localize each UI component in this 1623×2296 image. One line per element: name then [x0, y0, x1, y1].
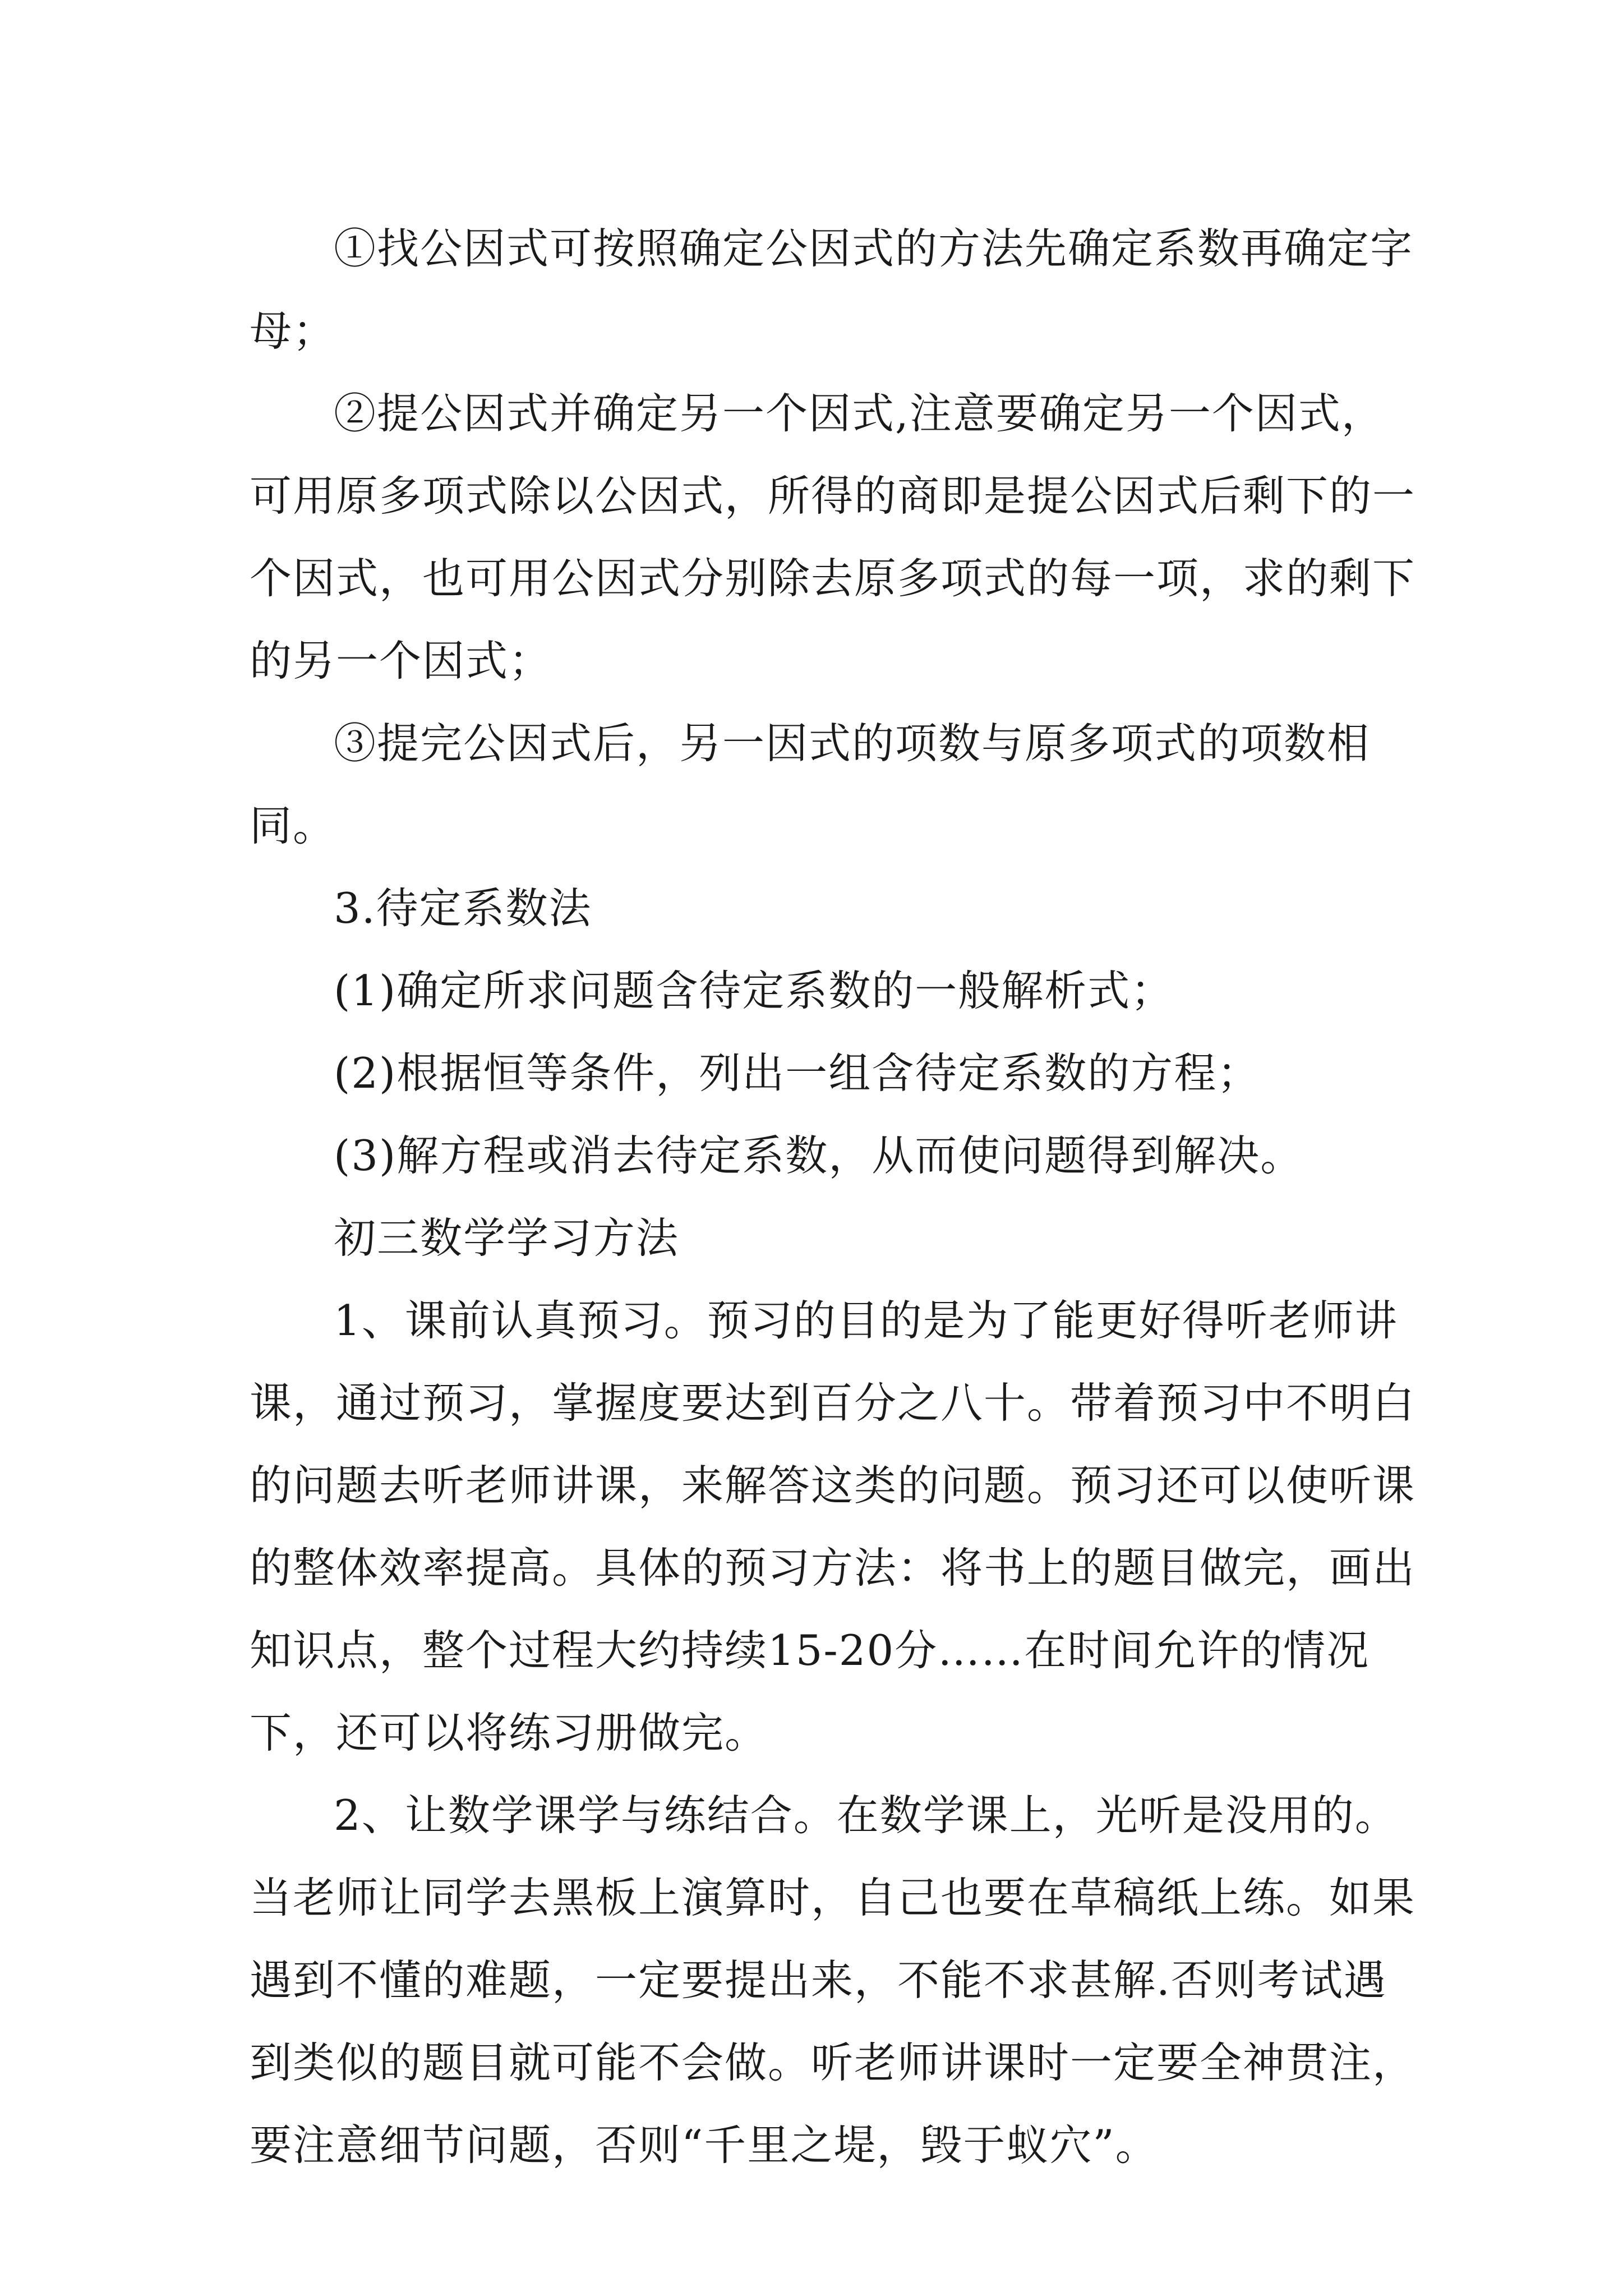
paragraph-item-3: (3)解方程或消去待定系数，从而使问题得到解决。 [334, 1131, 1304, 1180]
paragraph-step-2: ②提公因式并确定另一个因式,注意要确定另一个因式，可用原多项式除以公因式，所得的商即是提公因式后剩下的一个因式，也可用公因式分别除去原多项式的每一项，求的剩下的另一个因式； [250, 389, 1416, 685]
section-heading-study-methods: 初三数学学习方法 [334, 1213, 680, 1263]
section-heading-undetermined-coefficients: 3.待定系数法 [334, 884, 592, 933]
paragraph-method-2: 2、让数学课学与练结合。在数学课上，光听是没用的。当老师让同学去黑板上演算时，自己也要在草稿纸上练。如果遇到不懂的难题，一定要提出来，不能不求甚解.否则考试遇到类似的题目就可能不会做。听老师讲课时一定要全神贯注，要注意细节问题，否则“千里之堤，毁于蚁穴”。 [250, 1791, 1416, 2170]
paragraph-item-1: (1)确定所求问题含待定系数的一般解析式； [334, 966, 1174, 1015]
paragraph-step-1: ①找公因式可按照确定公因式的方法先确定系数再确定字母； [250, 224, 1414, 356]
document-body [250, 208, 1427, 2187]
paragraph-item-2: (2)根据恒等条件，列出一组含待定系数的方程； [334, 1048, 1261, 1098]
paragraph-step-3: ③提完公因式后，另一因式的项数与原多项式的项数相同。 [250, 719, 1371, 850]
paragraph-method-1: 1、课前认真预习。预习的目的是为了能更好得听老师讲课，通过预习，掌握度要达到百分之八十。带着预习中不明白的问题去听老师讲课，来解答这类的问题。预习还可以使听课的整体效率提高。具体的预习方法：将书上的题目做完，画出知识点，整个过程大约持续15-20分……在时间允许的情况下，还可以将练习册做完。 [250, 1296, 1416, 1757]
